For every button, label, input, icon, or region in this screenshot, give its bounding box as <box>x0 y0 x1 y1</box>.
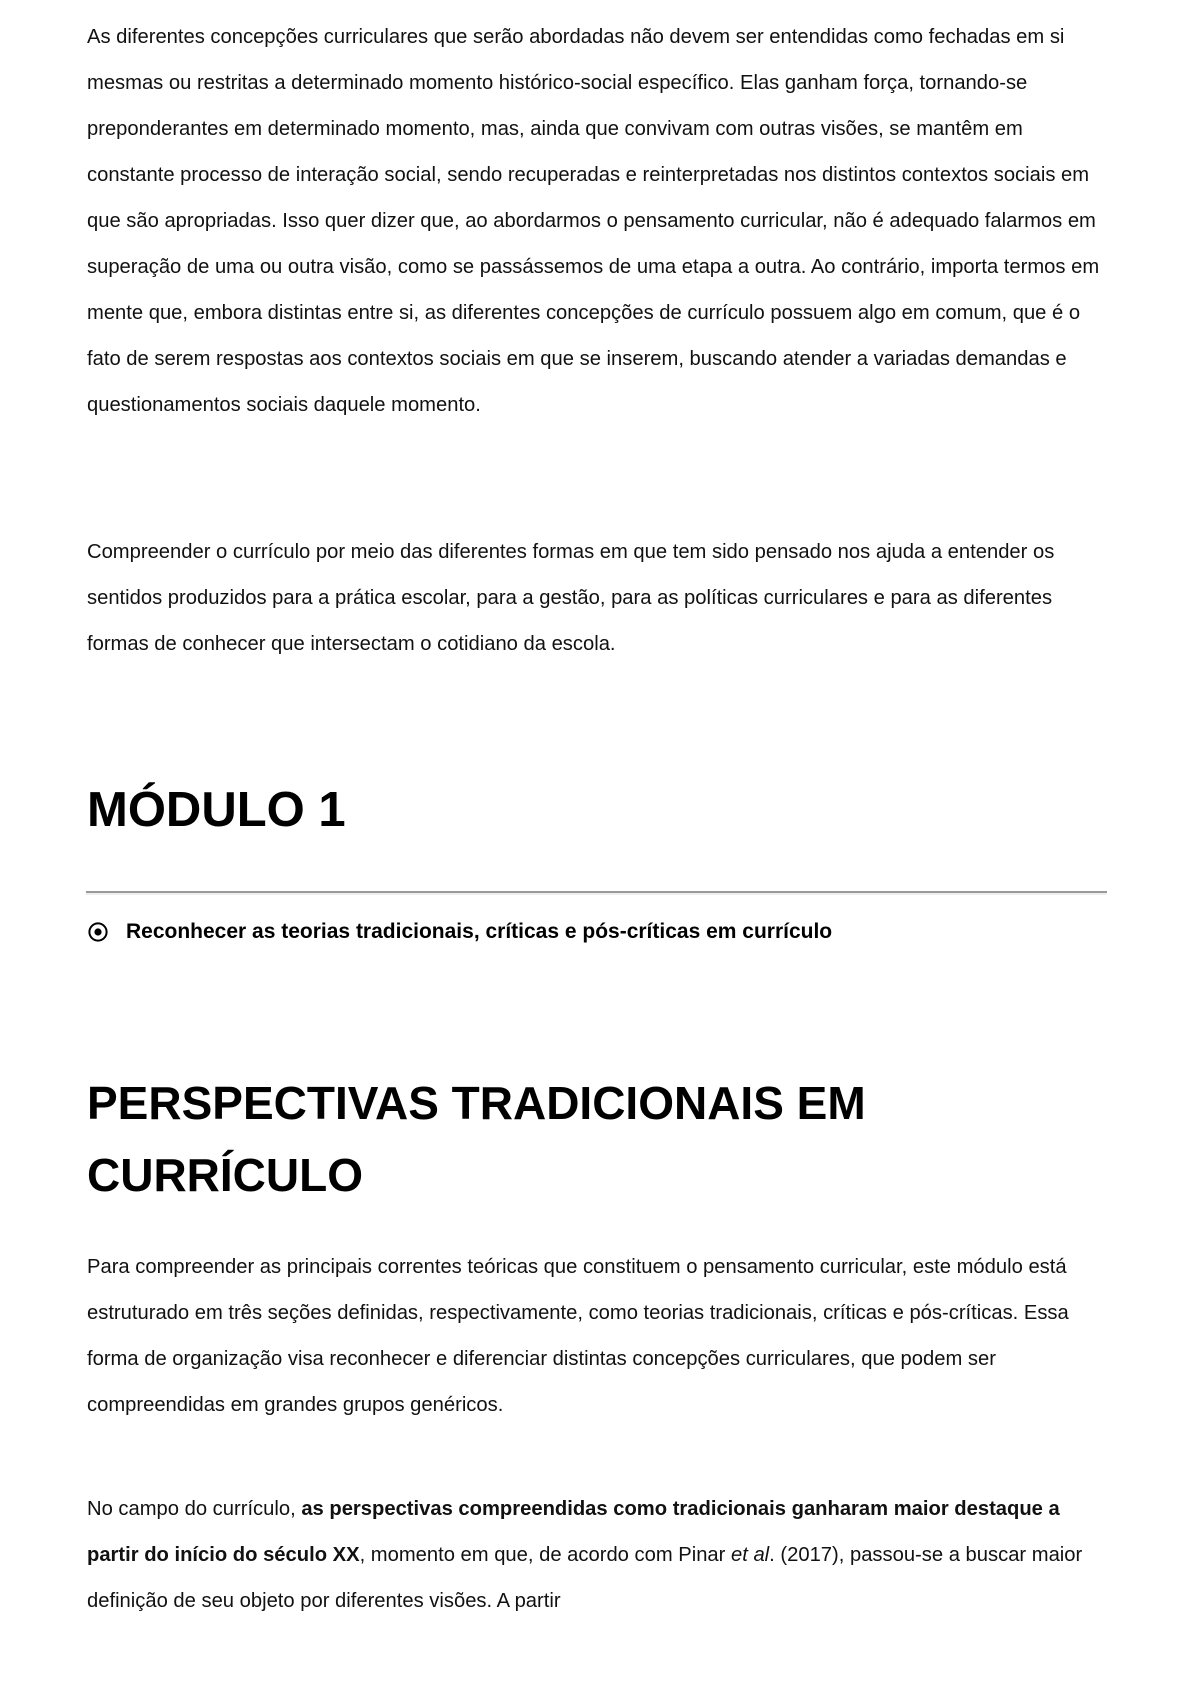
module-title: MÓDULO 1 <box>87 783 346 837</box>
objective-text: Reconhecer as teorias tradicionais, críticas e pós-críticas em currículo <box>126 920 833 943</box>
divider <box>86 891 1107 895</box>
text-run: , momento em que, de acordo com Pinar <box>359 1544 731 1566</box>
target-icon <box>87 921 109 943</box>
bold-text-run: as perspectivas compreendidas como tradicionais ganharam maior destaque a partir do início do século XX <box>87 1498 1060 1566</box>
intro-paragraph-1: As diferentes concepções curriculares que serão abordadas não devem ser entendidas como fechadas em si mesmas ou restritas a determinado momento histórico-social específico. Elas ganham força, tornando-se preponderantes em determinado momento, mas, ainda que convivam com outras visões, se mantêm em constante processo de interação social, sendo recuperadas e reinterpretadas nos distintos contextos sociais em que são apropriadas. Isso quer dizer que, ao abordarmos o pensamento curricular, não é adequado falarmos em superação de uma ou outra visão, como se passássemos de uma etapa a outra. Ao contrário, importa termos em mente que, embora distintas entre si, as diferentes concepções de currículo possuem algo em comum, que é o fato de serem respostas aos contextos sociais em que se inserem, buscando atender a variadas demandas e questionamentos sociais daquele momento. <box>87 26 1100 416</box>
section-title: PERSPECTIVAS TRADICIONAIS EM CURRÍCULO <box>87 1077 866 1201</box>
section-paragraph-1: Para compreender as principais correntes teóricas que constituem o pensamento curricular, este módulo está estruturado em três seções definidas, respectivamente, como teorias tradicionais, críticas e pós-críticas. Essa forma de organização visa reconhecer e diferenciar distintas concepções curriculares, que podem ser compreendidas em grandes grupos genéricos. <box>87 1256 1069 1416</box>
module-objective <box>87 918 832 946</box>
section-paragraph-2 <box>87 1486 1112 1624</box>
text-run: . (2017), passou-se a buscar maior definição de seu objeto por diferentes visões. A partir <box>87 1544 1083 1612</box>
italic-text-run: et al <box>731 1544 770 1566</box>
intro-paragraph-2: Compreender o currículo por meio das diferentes formas em que tem sido pensado nos ajuda a entender os sentidos produzidos para a prática escolar, para a gestão, para as políticas curriculares e para as diferentes formas de conhecer que intersectam o cotidiano da escola. <box>87 541 1055 655</box>
text-run: No campo do currículo, <box>87 1498 302 1520</box>
